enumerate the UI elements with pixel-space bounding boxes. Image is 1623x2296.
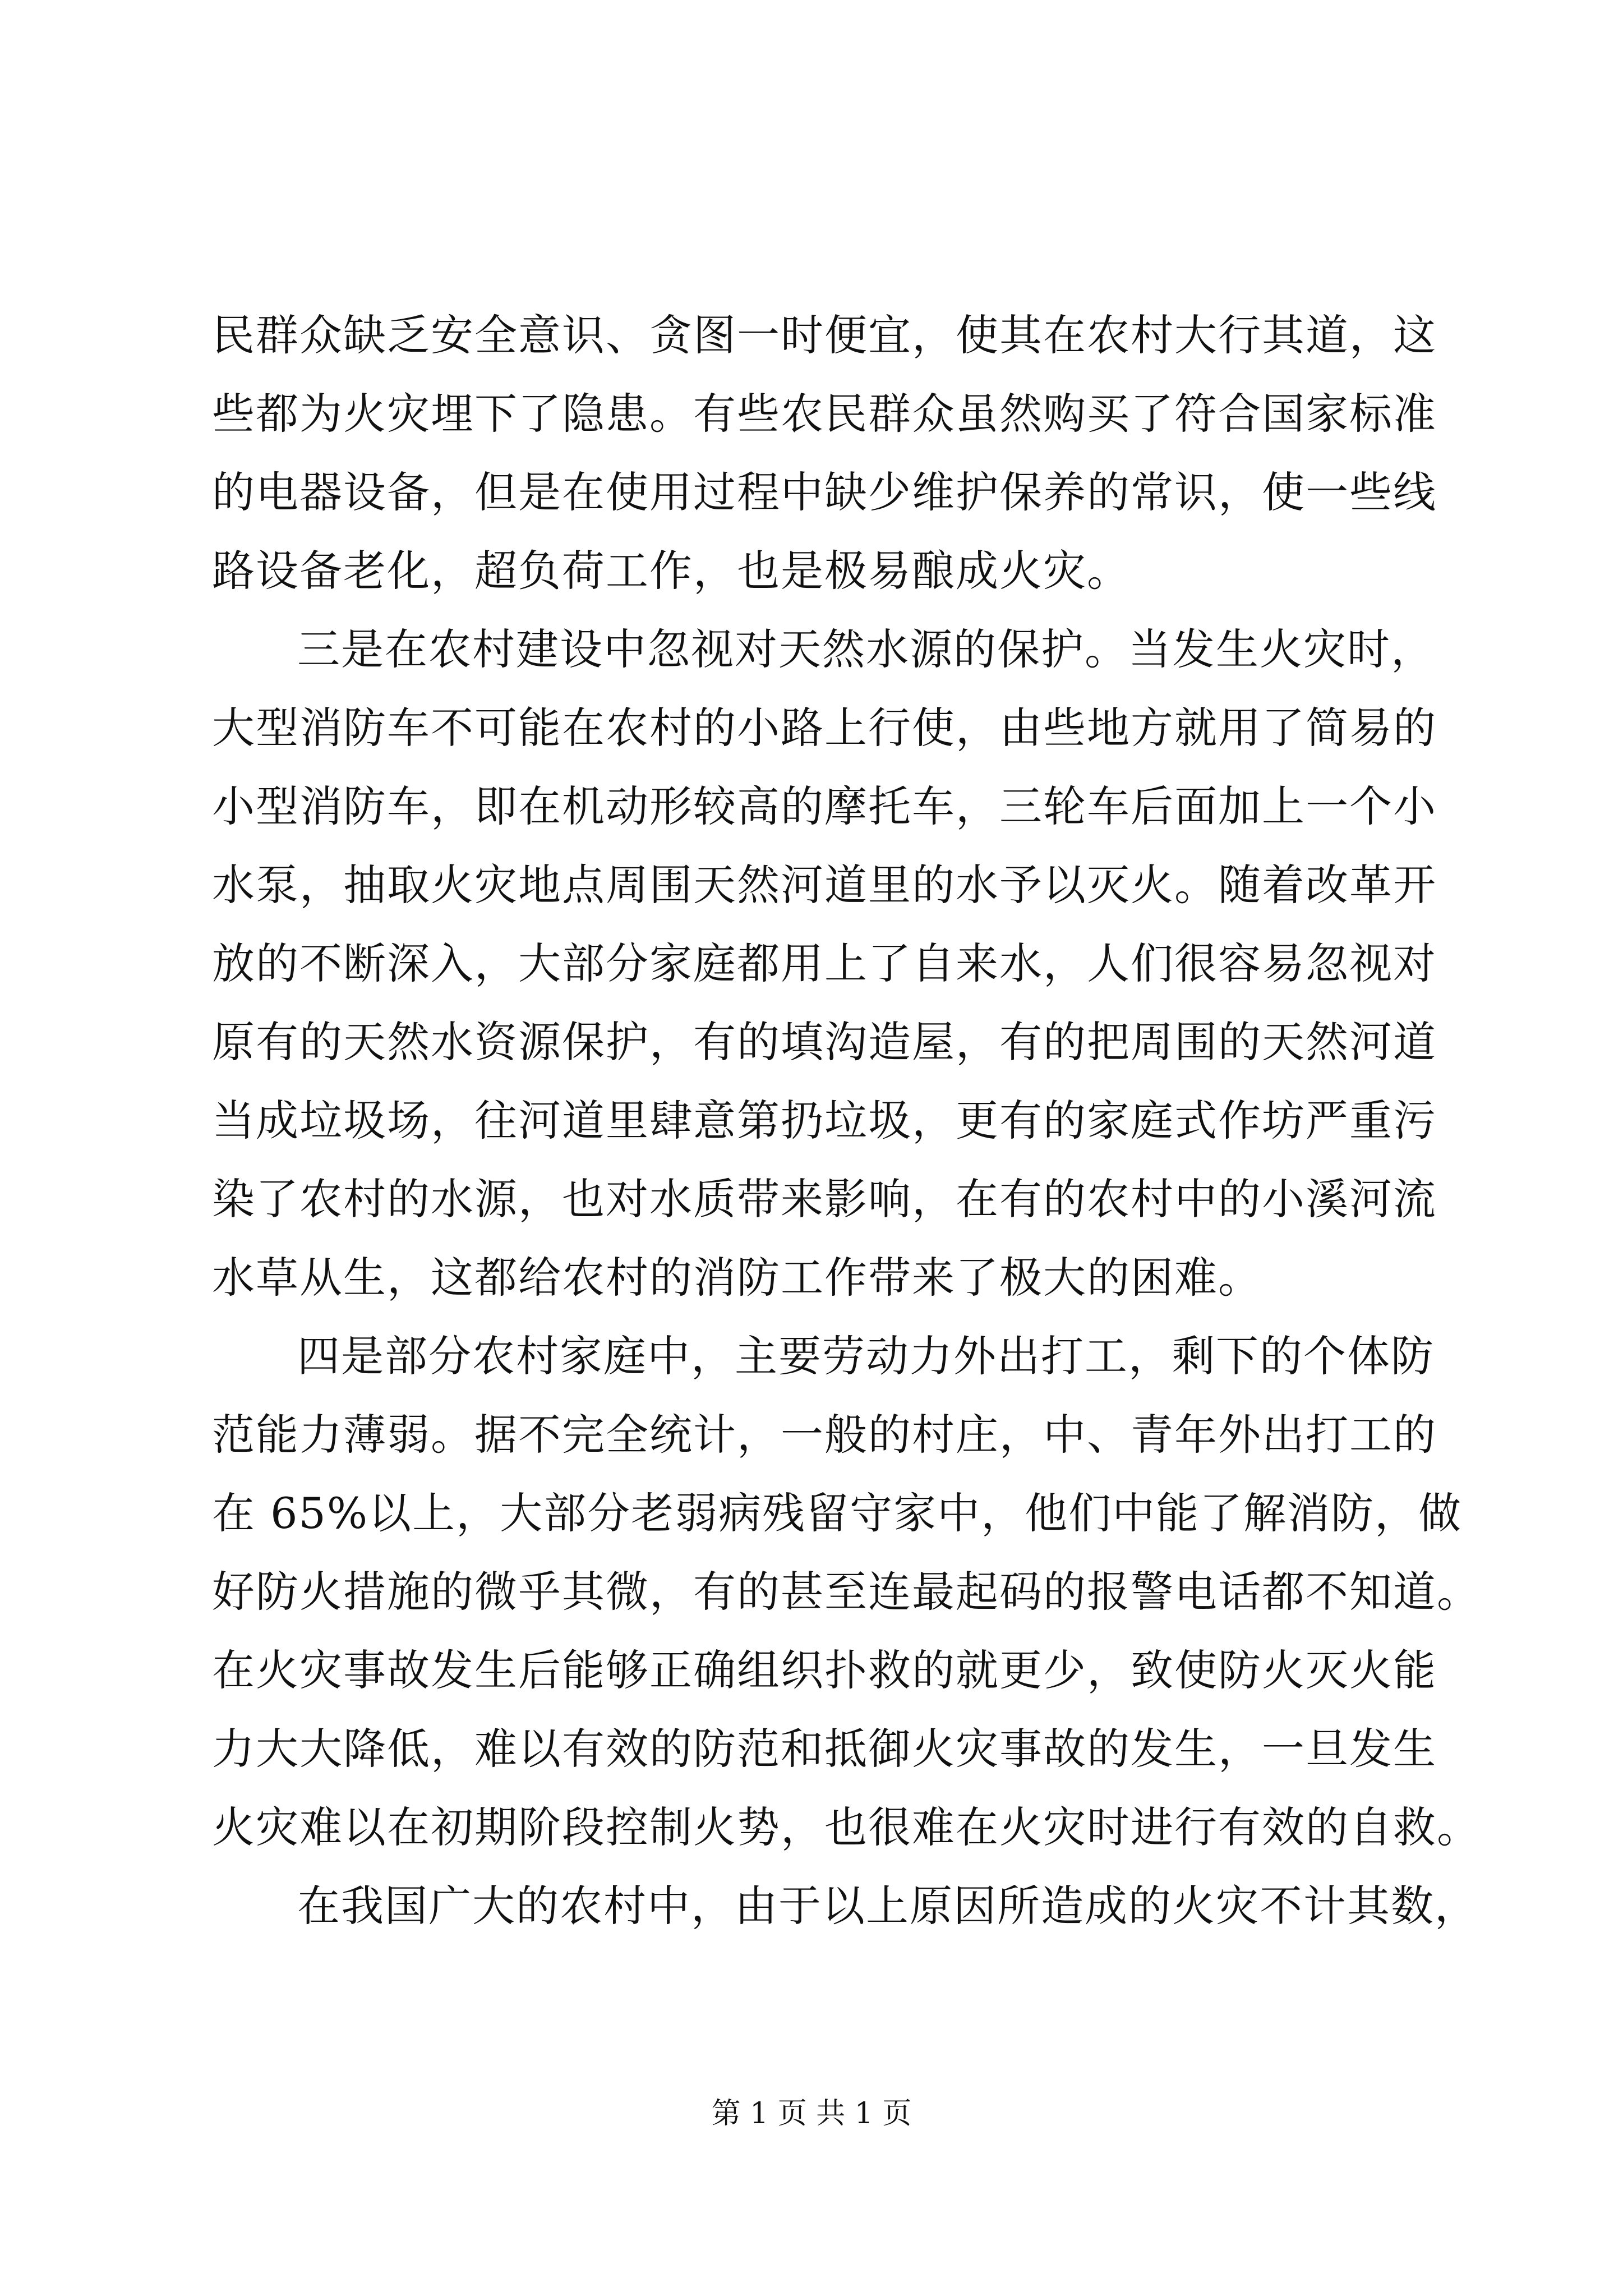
text-line-13: 水草从生，这都给农村的消防工作带来了极大的困难。 xyxy=(212,1253,1262,1303)
text-line-4: 路设备老化，超负荷工作，也是极易酿成火灾。 xyxy=(212,546,1131,596)
text-line-15: 范能力薄弱。据不完全统计，一般的村庄，中、青年外出打工的 xyxy=(212,1410,1437,1460)
paragraph-3-start: 三是在农村建设中忽视对天然水源的保护。当发生火灾时， xyxy=(297,624,1435,674)
text-line-7: 小型消防车，即在机动形较高的摩托车，三轮车后面加上一个小 xyxy=(212,781,1437,831)
text-line-8: 水泵，抽取火灾地点周围天然河道里的水予以灭火。随着改革开 xyxy=(212,860,1437,910)
text-line-19: 力大大降低，难以有效的防范和抵御火灾事故的发生，一旦发生 xyxy=(212,1724,1437,1774)
paragraph-4-start: 四是部分农村家庭中，主要劳动力外出打工，剩下的个体防 xyxy=(297,1331,1435,1381)
text-line-12: 染了农村的水源，也对水质带来影响，在有的农村中的小溪河流 xyxy=(212,1174,1437,1224)
text-line-9: 放的不断深入，大部分家庭都用上了自来水，人们很容易忽视对 xyxy=(212,938,1437,988)
text-line-11: 当成垃圾场，往河道里肆意第扔垃圾，更有的家庭式作坊严重污 xyxy=(212,1096,1437,1145)
text-line-3: 的电器设备，但是在使用过程中缺少维护保养的常识，使一些线 xyxy=(212,467,1437,517)
text-line-20: 火灾难以在初期阶段控制火势，也很难在火灾时进行有效的自救。 xyxy=(212,1802,1481,1852)
text-line-10: 原有的天然水资源保护，有的填沟造屋，有的把周围的天然河道 xyxy=(212,1017,1437,1067)
text-line-6: 大型消防车不可能在农村的小路上行使，由些地方就用了简易的 xyxy=(212,703,1437,753)
text-line-1: 民群众缺乏安全意识、贪图一时便宜，使其在农村大行其道，这 xyxy=(212,310,1437,360)
paragraph-5-start: 在我国广大的农村中，由于以上原因所造成的火灾不计其数， xyxy=(297,1881,1478,1931)
page-footer: 第 1 页 共 1 页 xyxy=(711,2097,912,2131)
text-line-18: 在火灾事故发生后能够正确组织扑救的就更少，致使防火灭火能 xyxy=(212,1645,1437,1695)
text-line-17: 好防火措施的微乎其微，有的甚至连最起码的报警电话都不知道。 xyxy=(212,1567,1481,1617)
text-line-16: 在 65%以上，大部分老弱病残留守家中，他们中能了解消防，做 xyxy=(212,1488,1463,1538)
text-line-2: 些都为火灾埋下了隐患。有些农民群众虽然购买了符合国家标准 xyxy=(212,389,1437,439)
